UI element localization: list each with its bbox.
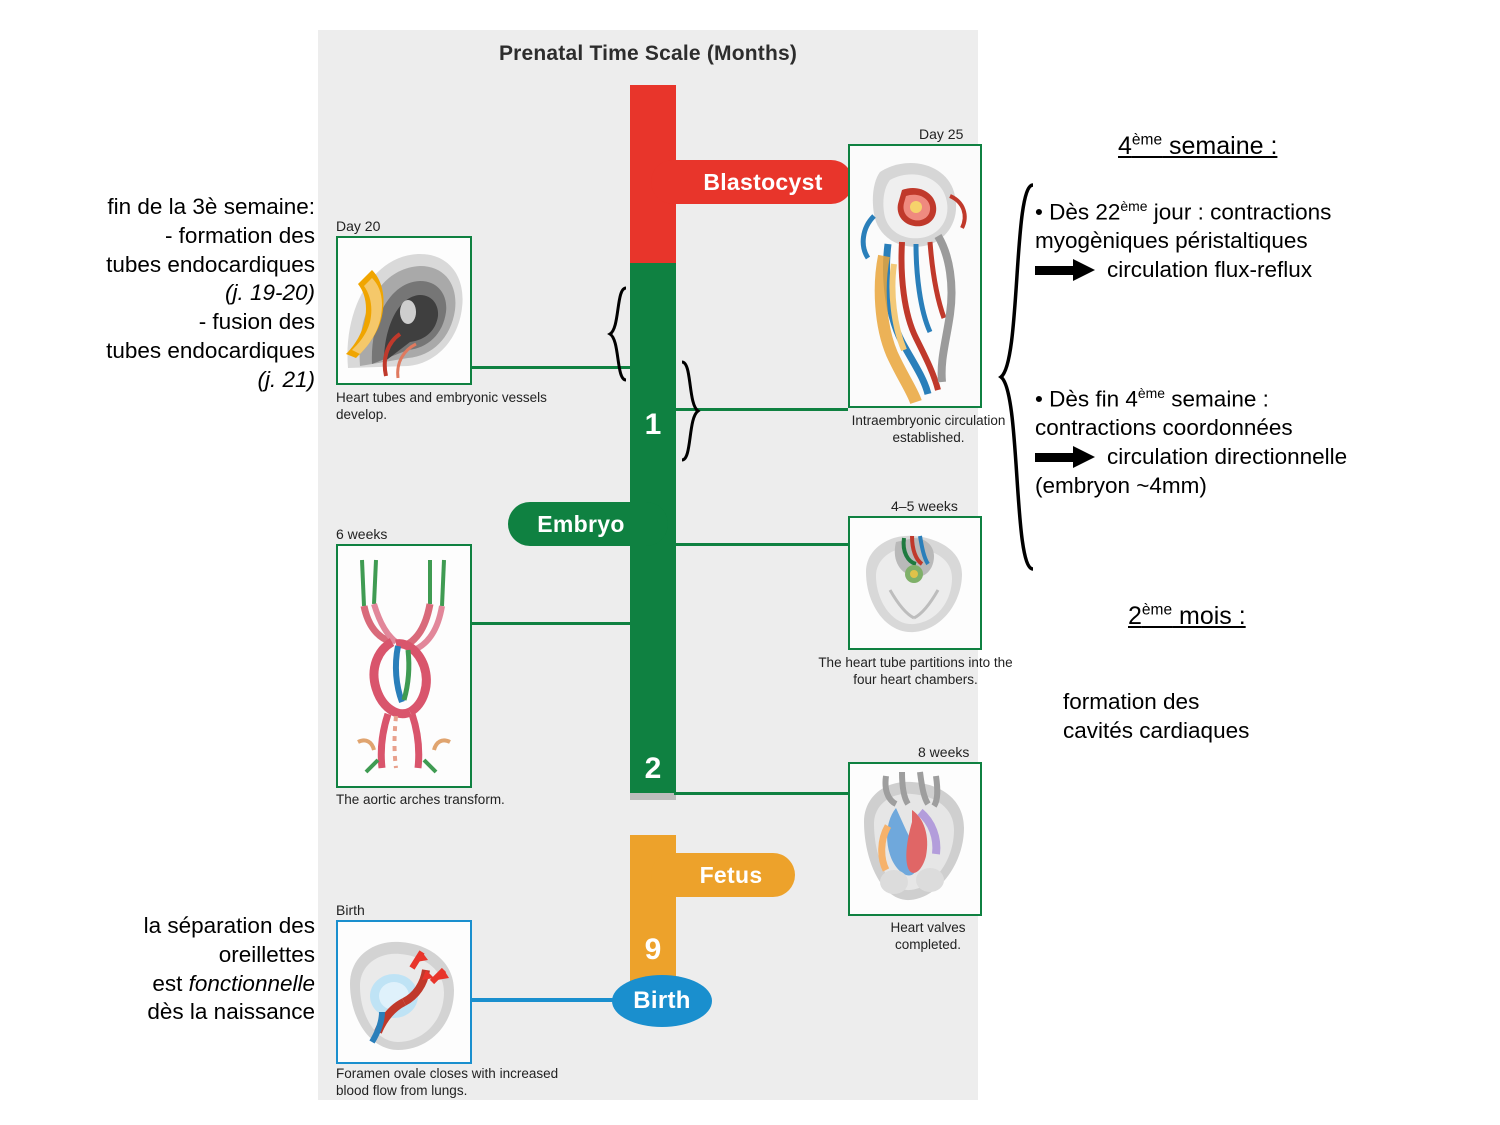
annotation-left-top-line2: - formation des — [164, 222, 315, 248]
annotation-left-bottom-line3-a: est — [152, 970, 189, 996]
annotation-left-bottom-line4: dès la naissance — [147, 999, 315, 1025]
annotation-right-title-1-num: 4 — [1118, 132, 1132, 160]
annotation-left-top — [55, 193, 315, 395]
annotation-right-bullet-1-line1-b: jour : contractions — [1147, 199, 1332, 225]
annotation-right-bullet-2 — [1035, 385, 1490, 501]
panel-weeks6-caption: The aortic arches transform. — [336, 792, 505, 807]
panel-weeks8-top-label: 8 weeks — [918, 744, 970, 760]
panel-weeks8-caption: Heart valves completed. — [890, 920, 966, 952]
month-mark-9: 9 — [644, 933, 662, 966]
annotation-right-bullet-2-line4: (embryon ~4mm) — [1035, 472, 1207, 498]
stage-label-blastocyst: Blastocyst — [651, 160, 853, 204]
connector-weeks6 — [468, 622, 633, 625]
annotation-right-title-2-rest: mois : — [1172, 602, 1246, 630]
panel-day20-top-label: Day 20 — [336, 218, 381, 234]
annotation-left-top-line3: tubes endocardiques — [106, 251, 315, 277]
annotation-left-bottom-line1: la séparation des — [143, 913, 315, 938]
panel-weeks45-top-label: 4–5 weeks — [891, 498, 958, 514]
annotation-right-title-2-sup: ème — [1141, 601, 1173, 619]
annotation-right-bullet-2-line1-a: • Dès fin 4 — [1035, 386, 1138, 412]
annotation-left-bottom-line2: oreillettes — [218, 941, 315, 967]
annotation-right-bullet-2-line1-sup: ème — [1137, 385, 1166, 401]
annotation-right-body-2-line1: formation des — [1063, 689, 1200, 714]
annotation-right-bullet-1-line1-sup: ème — [1120, 198, 1148, 214]
annotation-right-bullet-1-line3: circulation flux-reflux — [1107, 257, 1313, 283]
arrow-right-icon — [1035, 259, 1097, 281]
annotation-right-title-1-sup: ème — [1131, 131, 1163, 149]
panel-birth-caption: Foramen ovale closes with increased blood flow from lungs. — [336, 1066, 559, 1098]
annotation-left-top-line1: fin de la 3è semaine: — [107, 194, 315, 219]
panel-weeks45-image — [848, 516, 982, 650]
stage-label-fetus: Fetus — [651, 853, 795, 897]
annotation-left-bottom-line3 — [60, 970, 315, 999]
panel-weeks45-caption: The heart tube partitions into the four heart chambers. — [818, 655, 1013, 687]
connector-birth — [468, 998, 616, 1002]
annotation-right-body-2-line2: cavités cardiaques — [1063, 717, 1250, 743]
annotation-right-bullet-2-line2: contractions coordonnées — [1035, 415, 1293, 441]
annotation-left-top-line5: - fusion des — [198, 309, 315, 335]
annotation-left-top-line4: (j. 19-20) — [224, 280, 315, 306]
brace-small-left — [606, 286, 632, 382]
annotation-right-title-2-num: 2 — [1128, 602, 1142, 630]
month-mark-1: 1 — [644, 408, 662, 441]
panel-day20-caption: Heart tubes and embryonic vessels develop. — [336, 390, 547, 422]
panel-day20-image — [336, 236, 472, 385]
annotation-right-bullet-1-line1-a: • Dès 22 — [1035, 199, 1121, 225]
panel-birth-top-label: Birth — [336, 902, 365, 918]
annotation-left-bottom-line3-b: fonctionnelle — [188, 970, 315, 996]
arrow-right-icon — [1035, 446, 1097, 468]
annotation-right-bullet-2-line3-row — [1035, 443, 1490, 472]
panel-birth-image — [336, 920, 472, 1064]
panel-day25-caption: Intraembryonic circulation established. — [851, 413, 1006, 445]
stage-label-embryo: Embryo — [508, 502, 668, 546]
figure-title: Prenatal Time Scale (Months) — [498, 42, 798, 65]
annotation-right-bullet-1-line1 — [1035, 198, 1485, 227]
annotation-right-bullet-1-line3-row — [1035, 256, 1485, 285]
month-mark-2: 2 — [644, 752, 662, 785]
brace-right-large — [995, 182, 1039, 572]
connector-weeks8 — [674, 792, 848, 795]
annotation-left-top-line7: (j. 21) — [257, 366, 315, 392]
panel-day25-top-label: Day 25 — [919, 126, 964, 142]
annotation-right-bullet-2-line1 — [1035, 385, 1490, 414]
connector-weeks45 — [674, 543, 848, 546]
timeline-bar-shadow — [630, 793, 676, 800]
stage-label-birth: Birth — [612, 975, 712, 1027]
annotation-right-bullet-2-line1-b: semaine : — [1165, 386, 1269, 412]
annotation-left-bottom — [60, 912, 315, 1027]
brace-small-right — [676, 360, 702, 462]
annotation-right-body-2 — [1063, 688, 1403, 746]
annotation-right-bullet-2-line3: circulation directionnelle — [1107, 444, 1348, 470]
panel-weeks6-image — [336, 544, 472, 788]
panel-weeks6-top-label: 6 weeks — [336, 526, 388, 542]
figure-panel — [318, 30, 1013, 1100]
annotation-left-top-line6: tubes endocardiques — [106, 337, 315, 363]
annotation-right-title-2 — [1128, 600, 1246, 632]
annotation-right-bullet-1-line2: myogèniques péristaltiques — [1035, 228, 1308, 254]
annotation-right-title-1 — [1118, 130, 1277, 162]
panel-day25-image — [848, 144, 982, 408]
panel-weeks8-image — [848, 762, 982, 916]
annotation-right-bullet-1 — [1035, 198, 1485, 285]
annotation-right-title-1-rest: semaine : — [1162, 132, 1278, 160]
